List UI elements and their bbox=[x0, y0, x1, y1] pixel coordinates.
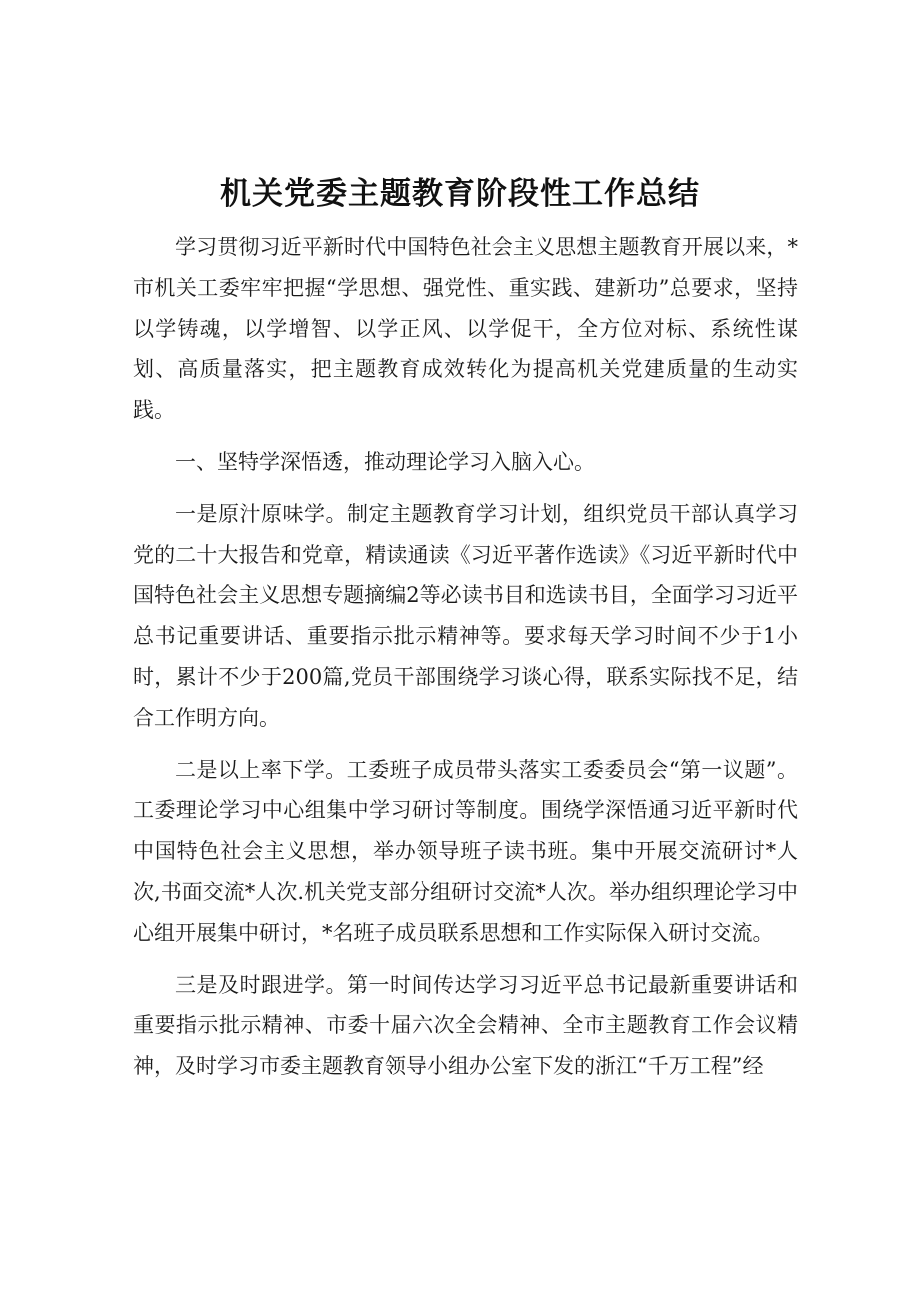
section-heading-1: 一、坚特学深悟透，推动理论学习入脑入心。 bbox=[175, 449, 595, 474]
paragraph-timely-follow-up: 三是及时跟进学。第一时间传达学习习近平总书记最新重要讲话和重要指示批示精神、市委十届六次全会精神、全市主题教育工作会议精神，及时学习市委主题教育领导小组办公室下发的浙江“千万工程”经 bbox=[133, 972, 798, 1079]
paragraph-study-original: 一是原汁原味学。制定主题教育学习计划，组织党员干部认真学习党的二十大报告和党章，精读通读《习近平著作选读》《习近平新时代中国特色社会主义思想专题摘编2等必读书目和选读书目，全面学习习近平总书记重要讲话、重要指示批示精神等。要求每天学习时间不少于1小时，累计不少于200篇,党员干部围绕学习谈心得，联系实际找不足，结合工作明方向。 bbox=[133, 501, 798, 730]
document-body bbox=[133, 227, 798, 1087]
document-title: 机关党委主题教育阶段性工作总结 bbox=[220, 176, 700, 212]
paragraph-lead-by-example: 二是以上率下学。工委班子成员带头落实工委委员会“第一议题”。工委理论学习中心组集中学习研讨等制度。围绕学深悟通习近平新时代中国特色社会主义思想，举办领导班子读书班。集中开展交流研讨*人次,书面交流*人次.机关党支部分组研讨交流*人次。举办组织理论学习中心组开展集中研讨，*名班子成员联系思想和工作实际保入研讨交流。 bbox=[133, 757, 798, 945]
paragraph-intro: 学习贯彻习近平新时代中国特色社会主义思想主题教育开展以来，*市机关工委牢牢把握“学思想、强党性、重实践、建新功”总要求，坚持以学铸魂，以学增智、以学正风、以学促干，全方位对标、系统性谋划、高质量落实，把主题教育成效转化为提高机关党建质量的生动实践。 bbox=[133, 235, 798, 423]
